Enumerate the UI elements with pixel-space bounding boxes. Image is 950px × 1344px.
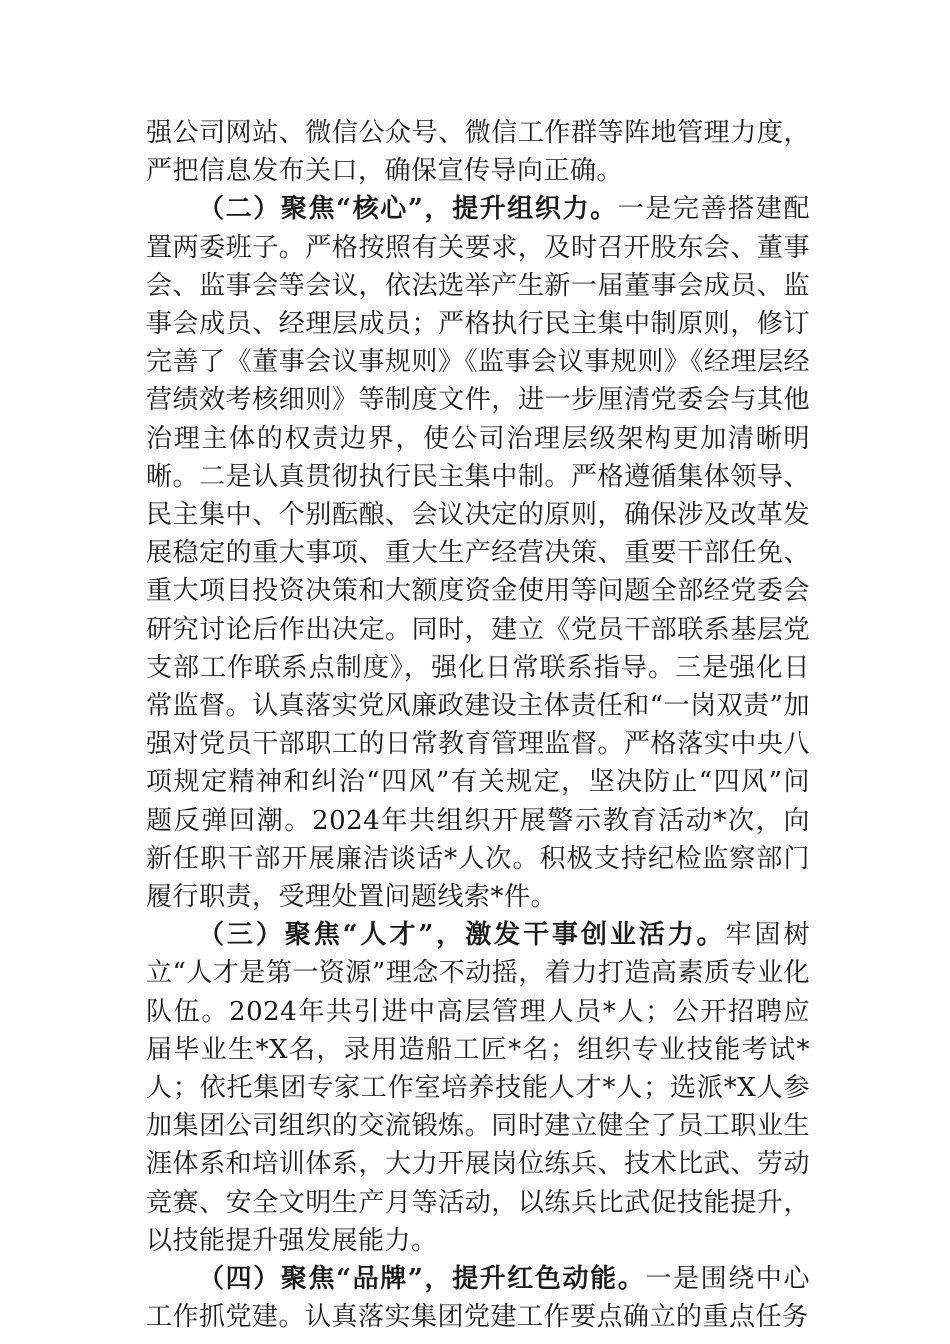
paragraph-section-2 (146, 190, 810, 916)
document-body (146, 114, 810, 1337)
paragraph-body: 强公司网站、微信公众号、微信工作群等阵地管理力度，严把信息发布关口，确保宣传导向正确。 (146, 118, 810, 187)
section-heading: （四）聚焦“品牌”，提升红色动能。 (198, 1264, 646, 1295)
section-heading: （三）聚焦“人才”，激发干事创业活力。 (198, 920, 726, 951)
paragraph-body: 牢固树立“人才是第一资源”理念不动摇，着力打造高素质专业化队伍。2024年共引进中高层管理人员*人；公开招聘应届毕业生*X名，录用造船工匠*名；组织专业技能考试*人；依托集团专家工作室培养技能人才*人；选派*X人参加集团公司组织的交流锻炼。同时建立健全了员工职业生涯体系和培训体系，大力开展岗位练兵、技术比武、劳动竞赛、安全文明生产月等活动，以练兵比武促技能提升，以技能提升强发展能力。 (146, 920, 810, 1256)
paragraph-body: 一是完善搭建配置两委班子。严格按照有关要求，及时召开股东会、董事会、监事会等会议，依法选举产生新一届董事会成员、监事会成员、经理层成员；严格执行民主集中制原则，修订完善了《董事会议事规则》《监事会议事规则》《经理层经营绩效考核细则》等制度文件，进一步厘清党委会与其他治理主体的权责边界，使公司治理层级架构更加清晰明晰。二是认真贯彻执行民主集中制。严格遵循集体领导、民主集中、个别酝酿、会议决定的原则，确保涉及改革发展稳定的重大事项、重大生产经营决策、重要干部任免、重大项目投资决策和大额度资金使用等问题全部经党委会研究讨论后作出决定。同时，建立《党员干部联系基层党支部工作联系点制度》，强化日常联系指导。三是强化日常监督。认真落实党风廉政建设主体责任和“一岗双责”加强对党员干部职工的日常教育管理监督。严格落实中央八项规定精神和纠治“四风”有关规定，坚决防止“四风”问题反弹回潮。2024年共组织开展警示教育活动*次，向新任职干部开展廉洁谈话*人次。积极支持纪检监察部门履行职责，受理处置问题线索*件。 (146, 194, 810, 913)
paragraph-section-4 (146, 1260, 810, 1336)
paragraph-continuation (146, 114, 810, 190)
paragraph-body: 一是围绕中心工作抓党建。认真落实集团党建工作要点确立的重点任务 (146, 1264, 810, 1333)
section-heading: （二）聚焦“核心”，提升组织力。 (198, 194, 618, 225)
paragraph-section-3 (146, 916, 810, 1260)
